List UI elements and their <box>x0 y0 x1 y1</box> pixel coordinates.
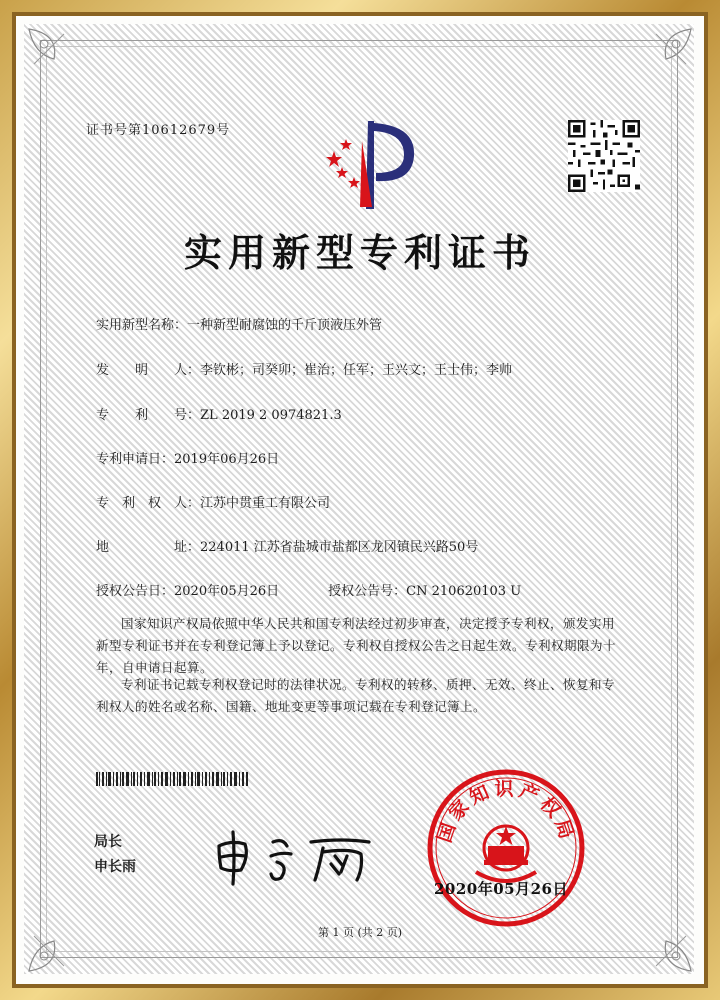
field-label: 地 址： <box>96 540 201 555</box>
field-label: 实用新型名称： <box>96 318 188 333</box>
field-value: 江苏中贯重工有限公司 <box>200 496 331 511</box>
field-label: 发 明 人： <box>96 363 201 378</box>
field-label: 专 利 权 人： <box>96 496 201 511</box>
signatory-name: 申长雨 <box>94 859 136 875</box>
field-label: 专利申请日： <box>96 452 175 467</box>
qr-code <box>568 120 640 192</box>
handwritten-signature <box>211 828 381 888</box>
grant-date-value: 2020年05月26日 <box>174 584 280 599</box>
field-value: 224011 江苏省盐城市盐都区龙冈镇民兴路50号 <box>200 540 479 555</box>
seal-date: 2020年05月26日 <box>434 880 568 898</box>
certificate-number: 证书号第10612679号 <box>86 123 231 138</box>
field-row-patent-number <box>96 404 342 423</box>
certificate-title: 实用新型专利证书 <box>183 230 536 275</box>
field-value: ZL 2019 2 0974821.3 <box>200 408 342 423</box>
field-row-grant <box>96 580 521 599</box>
corner-ornament-bottom-right <box>626 906 696 976</box>
corner-ornament-top-left <box>24 24 94 94</box>
signatory-role: 局长 <box>94 834 122 850</box>
field-value: 李钦彬；司癸卯；崔治；任军；王兴文；王士伟；李帅 <box>200 363 513 378</box>
corner-ornament-bottom-left <box>24 906 94 976</box>
barcode <box>96 772 248 786</box>
field-value: 一种新型耐腐蚀的千斤顶液压外管 <box>187 318 383 333</box>
field-row-address <box>96 536 478 555</box>
official-seal <box>426 768 586 928</box>
page-number: 第 1 页 (共 2 页) <box>317 926 403 939</box>
corner-ornament-top-right <box>626 24 696 94</box>
field-label: 专 利 号： <box>96 408 201 423</box>
body-paragraph-1: 国家知识产权局依照中华人民共和国专利法经过初步审查，决定授予专利权，颁发实用新型专利证书并在专利登记簿上予以登记。专利权自授权公告之日起生效。专利权期限为十年，自申请日起算。 <box>96 616 617 675</box>
grant-date-label: 授权公告日： <box>96 584 175 599</box>
field-row-name <box>96 314 382 333</box>
field-row-inventors <box>96 359 512 378</box>
cnipa-logo <box>316 111 431 216</box>
grant-number-value: CN 210620103 U <box>406 584 522 599</box>
certificate-paper <box>16 16 704 984</box>
seal-text: 国家知识产权局 <box>433 778 579 846</box>
field-value: 2019年06月26日 <box>174 452 280 467</box>
field-row-patentee <box>96 492 330 511</box>
body-paragraph-2: 专利证书记载专利权登记时的法律状况。专利权的转移、质押、无效、终止、恢复和专利权人的姓名或名称、国籍、地址变更等事项记载在专利登记簿上。 <box>96 677 616 714</box>
grant-number-label: 授权公告号： <box>328 584 407 599</box>
field-row-application-date <box>96 448 279 467</box>
